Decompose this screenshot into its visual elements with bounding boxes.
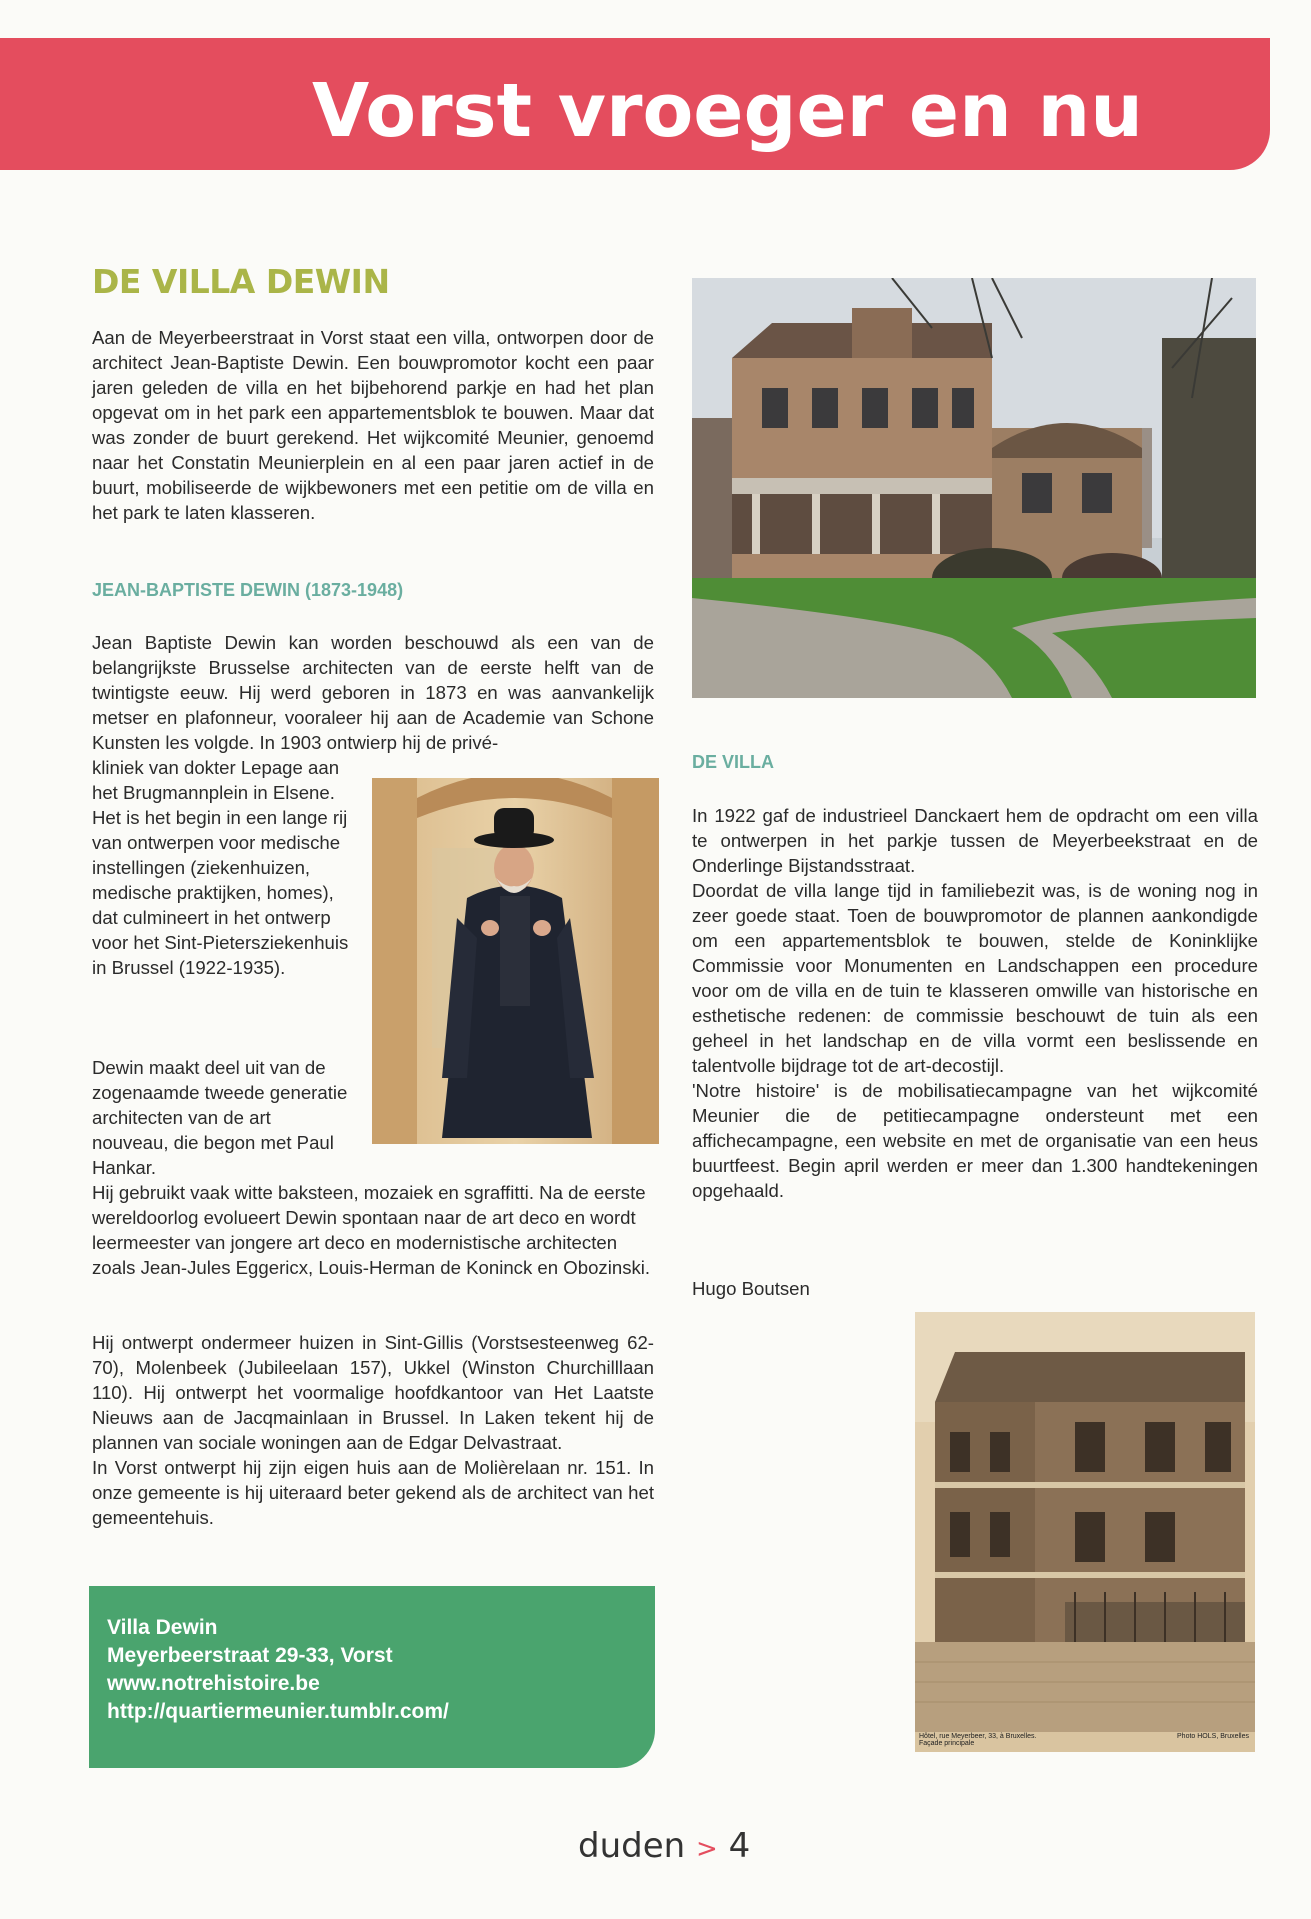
page-footer: [578, 1826, 750, 1866]
footer-separator: >: [696, 1834, 718, 1864]
villa-photo: [692, 278, 1256, 698]
page-title: Vorst vroeger en nu: [312, 68, 1143, 154]
postcard-caption-title: Hôtel, rue Meyerbeer, 33, à Bruxelles.: [919, 1733, 1037, 1740]
villa-text-3: 'Notre histoire' is de mobilisatiecampagne van het wijkcomité Meunier die de petitiecampagne ondersteunt met een affichecampagne, een website en met de organisatie van een heus buurtfeest. Begin april werden er meer dan 1.300 handtekeningen opgehaald.: [692, 1080, 1258, 1201]
info-tumblr-link[interactable]: http://quartiermeunier.tumblr.com/: [107, 1700, 449, 1723]
villa-text-1: In 1922 gaf de industrieel Danckaert hem de opdracht om een villa te ontwerpen in het parkje tussen de Meyerbeekstraat en de Onderlinge Bijstandsstraat.: [692, 805, 1258, 876]
postcard-illustration: [915, 1312, 1255, 1732]
intro-text: Aan de Meyerbeerstraat in Vorst staat een villa, ontworpen door de architect Jean-Baptiste Dewin. Een bouwpromotor kocht een paar jaren geleden de villa en het bijbehorend parkje en had het plan opgevat om in het park een appartementsblok te bouwen. Maar dat was zonder de buurt gerekend. Het wijkcomité Meunier, genoemd naar het Constatin Meunierplein en al een paar jaren actief in de buurt, mobiliseerde de wijkbewoners met een petitie om de villa en het park te laten klasseren.: [92, 327, 654, 523]
info-address: Meyerbeerstraat 29-33, Vorst: [107, 1644, 393, 1667]
bio-paragraph-3: [92, 1330, 654, 1530]
author-byline: [692, 1276, 992, 1301]
bio-text-2a: Dewin maakt deel uit van de zogenaamde tweede generatie architecten van de art nouveau, die begon met Paul Hankar.: [92, 1057, 348, 1178]
bio-paragraph-1: [92, 630, 654, 755]
author-name: Hugo Boutsen: [692, 1278, 810, 1299]
villa-photo-illustration: [692, 278, 1256, 698]
bio-paragraph-2: [92, 1180, 654, 1280]
intro-paragraph: [92, 325, 654, 525]
info-box: [89, 1586, 655, 1768]
info-villa-name: Villa Dewin: [107, 1616, 218, 1639]
postcard-caption-sub: Façade principale: [919, 1740, 975, 1747]
historic-postcard: [915, 1312, 1255, 1752]
bio-text-1b: kliniek van dokter Lepage aan het Brugmannplein in Elsene. Het is het begin in een lange rij van ontwerpen voor medische instellingen (ziekenhuizen, medische praktijken, homes), dat culmineert in het ontwerp voor het Sint-Pietersziekenhuis in Brussel (1922-1935).: [92, 757, 349, 978]
bio-paragraph-2-narrow: [92, 1055, 352, 1180]
page-number: 4: [728, 1826, 751, 1866]
postcard-caption-left: [919, 1733, 1037, 1747]
postcard-caption-right: Photo HOLS, Bruxelles: [1177, 1733, 1249, 1740]
villa-heading: DE VILLA: [692, 752, 775, 772]
portrait-image: [372, 778, 659, 1144]
info-website-link[interactable]: www.notrehistoire.be: [107, 1672, 320, 1695]
portrait-illustration: [372, 778, 659, 1144]
bio-text-2b: Hij gebruikt vaak witte baksteen, mozaiek en sgraffitti. Na de eerste wereldoorlog evolueert Dewin spontaan naar de art deco en wordt leermeester van jongere art deco en modernistische architecten zoals Jean-Jules Eggericx, Louis-Herman de Koninck en Obozinski.: [92, 1182, 651, 1278]
bio-paragraph-1-narrow: [92, 755, 352, 980]
bio-heading: JEAN-BAPTISTE DEWIN (1873-1948): [92, 580, 404, 600]
article-heading: DE VILLA DEWIN: [92, 262, 390, 301]
villa-paragraphs: [692, 803, 1258, 1203]
bio-text-4: In Vorst ontwerpt hij zijn eigen huis aan de Molièrelaan nr. 151. In onze gemeente is hij uiteraard beter gekend als de architect van het gemeentehuis.: [92, 1457, 654, 1528]
publication-name: duden: [578, 1826, 686, 1866]
title-banner: [0, 38, 1270, 170]
villa-text-2: Doordat de villa lange tijd in familiebezit was, is de woning nog in zeer goede staat. Toen de bouwpromotor de plannen aankondigde om een appartementsblok te bouwen, stelde de Koninklijke Commissie voor Monumenten en Landschappen een procedure voor om de villa en de tuin te klasseren omwille van historische en esthetische redenen: de commissie beschouwt de tuin als een geheel in het landschap en de villa vormt een beslissende en talentvolle bijdrage tot de art-decostijl.: [692, 880, 1258, 1076]
bio-text-1a: Jean Baptiste Dewin kan worden beschouwd als een van de belangrijkste Brusselse architecten van de eerste helft van de twintigste eeuw. Hij werd geboren in 1873 en was aanvankelijk metser en plafonneur, vooraleer hij aan de Academie van Schone Kunsten les volgde. In 1903 ontwierp hij de privé-: [92, 632, 654, 753]
bio-text-3: Hij ontwerpt ondermeer huizen in Sint-Gillis (Vorstsesteenweg 62-70), Molenbeek (Jubileelaan 157), Ukkel (Winston Churchilllaan 110). Hij ontwerpt het voormalige hoofdkantoor van Het Laatste Nieuws aan de Jacqmainlaan in Brussel. In Laken tekent hij de plannen van sociale woningen aan de Edgar Delvastraat.: [92, 1332, 654, 1453]
